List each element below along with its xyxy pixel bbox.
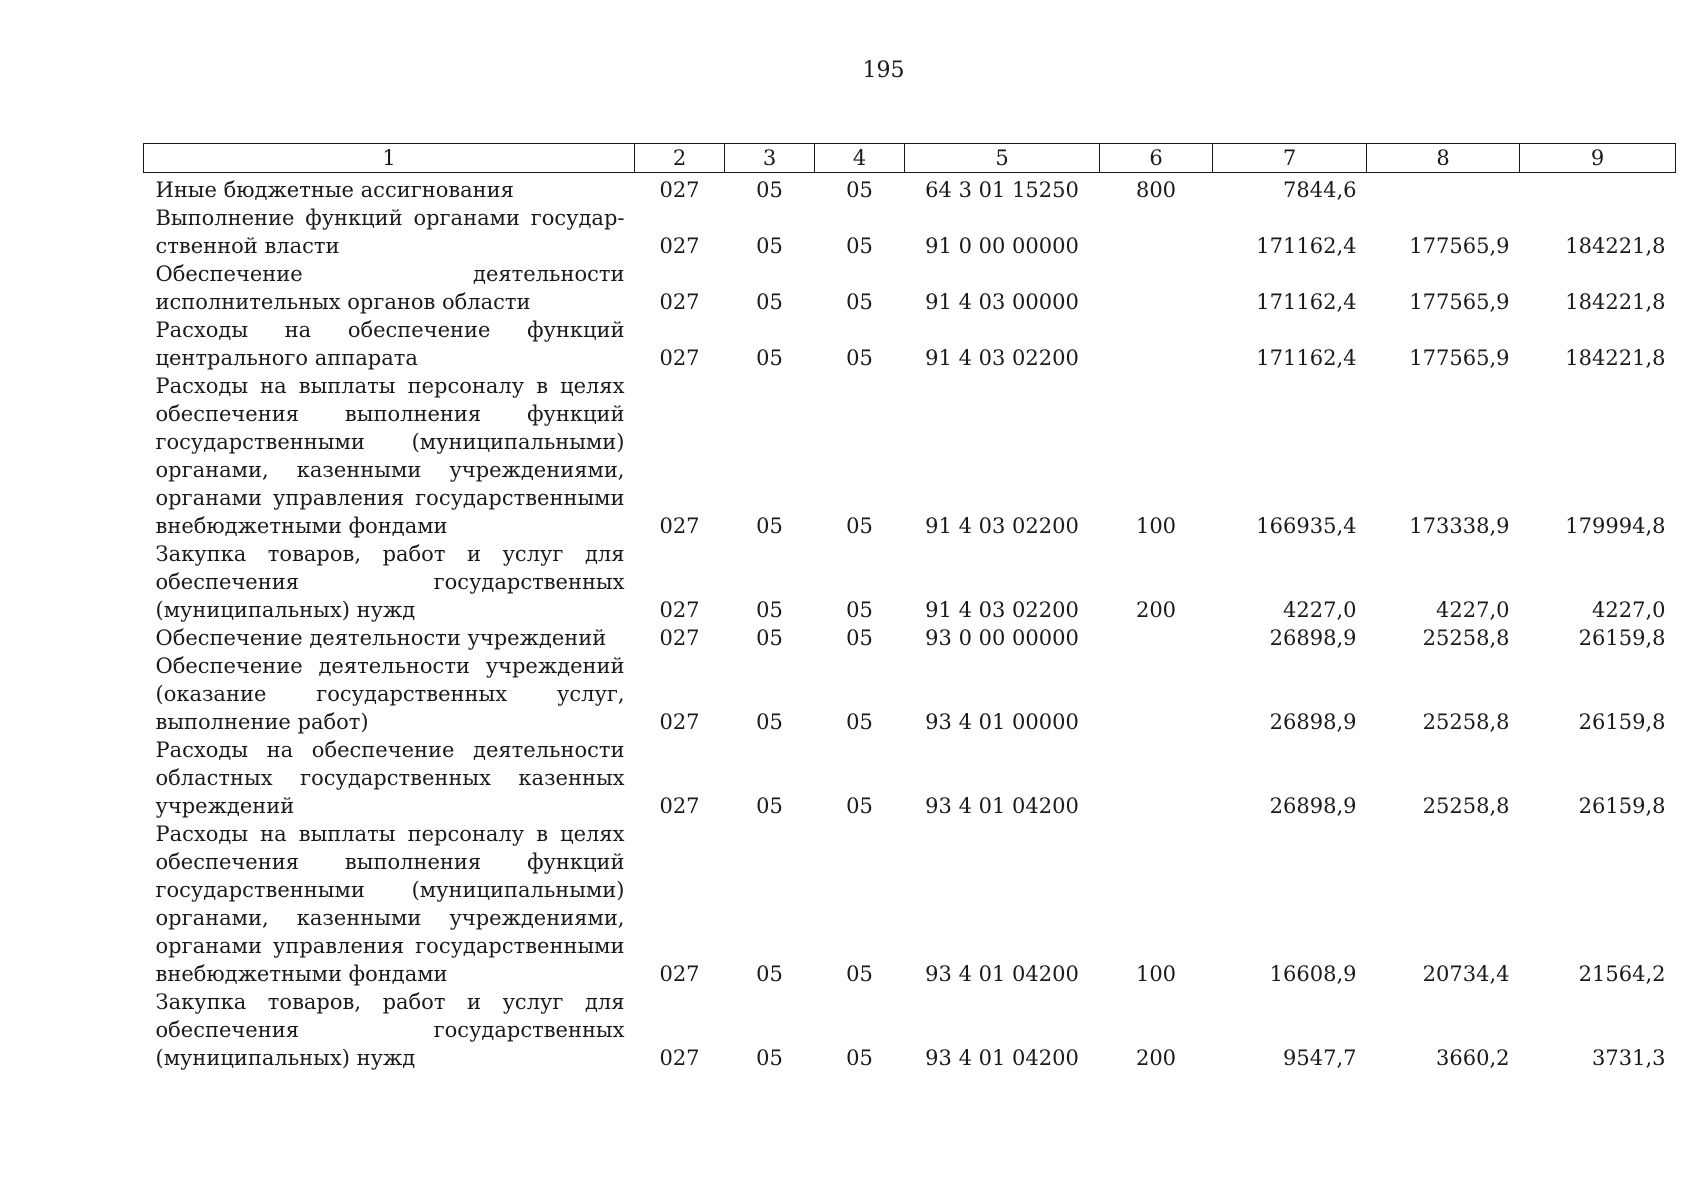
table-header-row: [144, 144, 1676, 173]
amount-col8-cell: [1367, 173, 1520, 205]
table-row: [144, 204, 1676, 260]
target-article-cell: 93 4 01 04200: [925, 962, 1079, 986]
target-article-cell: 91 4 03 02200: [925, 514, 1079, 538]
section-code-cell: 05: [756, 1046, 783, 1070]
amount-col9-cell: 21564,2: [1578, 962, 1666, 986]
admin-code-cell: 027: [659, 290, 700, 314]
amount-col9-cell: 3731,3: [1592, 1046, 1666, 1070]
section-code-cell: 05: [756, 626, 783, 650]
section-code-cell: 05: [756, 346, 783, 370]
amount-col8-cell: 177565,9: [1409, 234, 1510, 258]
column-header: 1: [144, 144, 635, 173]
table-row: [144, 820, 1676, 988]
table-row: [144, 652, 1676, 736]
section-code-cell: 05: [756, 290, 783, 314]
admin-code-cell: 027: [659, 178, 700, 202]
amount-col8-cell: 4227,0: [1436, 598, 1510, 622]
row-name-cell: Обеспечение деятельности учреждений (оказание государственных услуг, выполнение работ): [155, 654, 625, 734]
admin-code-cell: 027: [659, 1046, 700, 1070]
expense-type-cell: [1100, 624, 1213, 652]
table-row: [144, 540, 1676, 624]
subsection-code-cell: 05: [846, 626, 873, 650]
amount-col8-cell: 177565,9: [1409, 346, 1510, 370]
section-code-cell: 05: [756, 710, 783, 734]
expense-type-cell: [1100, 316, 1213, 372]
expense-type-cell: [1100, 204, 1213, 260]
row-name-cell: Расходы на обеспечение функций центрального аппарата: [155, 318, 625, 370]
target-article-cell: 93 4 01 04200: [925, 794, 1079, 818]
row-name-cell: Расходы на выплаты персоналу в целях обеспечения выполнения функций государственными (муниципальными) органами, казенными учреждениями, органами управления государственными внебюджетными фондами: [155, 374, 625, 538]
amount-col7-cell: 9547,7: [1283, 1046, 1357, 1070]
section-code-cell: 05: [756, 514, 783, 538]
expense-type-cell: 100: [1135, 514, 1177, 538]
subsection-code-cell: 05: [846, 794, 873, 818]
amount-col9-cell: 184221,8: [1565, 290, 1666, 314]
admin-code-cell: 027: [659, 626, 700, 650]
subsection-code-cell: 05: [846, 178, 873, 202]
page-number: 195: [862, 58, 905, 83]
subsection-code-cell: 05: [846, 710, 873, 734]
column-header: 7: [1213, 144, 1367, 173]
amount-col8-cell: 177565,9: [1409, 290, 1510, 314]
section-code-cell: 05: [756, 794, 783, 818]
amount-col8-cell: 3660,2: [1436, 1046, 1510, 1070]
table-row: [144, 736, 1676, 820]
amount-col8-cell: 25258,8: [1422, 710, 1510, 734]
amount-col9-cell: [1520, 173, 1676, 205]
column-header: 9: [1520, 144, 1676, 173]
amount-col7-cell: 7844,6: [1283, 178, 1357, 202]
target-article-cell: 93 0 00 00000: [925, 626, 1079, 650]
section-code-cell: 05: [756, 234, 783, 258]
amount-col9-cell: 179994,8: [1565, 514, 1666, 538]
subsection-code-cell: 05: [846, 514, 873, 538]
expense-type-cell: [1100, 260, 1213, 316]
amount-col9-cell: 184221,8: [1565, 346, 1666, 370]
admin-code-cell: 027: [659, 346, 700, 370]
admin-code-cell: 027: [659, 234, 700, 258]
target-article-cell: 91 0 00 00000: [925, 234, 1079, 258]
admin-code-cell: 027: [659, 514, 700, 538]
admin-code-cell: 027: [659, 710, 700, 734]
row-name-cell: Иные бюджетные ассигнования: [155, 178, 514, 202]
amount-col7-cell: 16608,9: [1269, 962, 1357, 986]
admin-code-cell: 027: [659, 598, 700, 622]
subsection-code-cell: 05: [846, 1046, 873, 1070]
admin-code-cell: 027: [659, 962, 700, 986]
table-row: [144, 988, 1676, 1072]
target-article-cell: 93 4 01 00000: [925, 710, 1079, 734]
section-code-cell: 05: [756, 178, 783, 202]
budget-table: [143, 143, 1676, 1072]
amount-col7-cell: 4227,0: [1283, 598, 1357, 622]
admin-code-cell: 027: [659, 794, 700, 818]
expense-type-cell: [1100, 736, 1213, 820]
amount-col8-cell: 20734,4: [1422, 962, 1510, 986]
subsection-code-cell: 05: [846, 962, 873, 986]
row-name-cell: Обеспечение деятельности учреждений: [155, 626, 607, 650]
amount-col8-cell: 25258,8: [1422, 626, 1510, 650]
section-code-cell: 05: [756, 962, 783, 986]
amount-col8-cell: 173338,9: [1409, 514, 1510, 538]
subsection-code-cell: 05: [846, 598, 873, 622]
column-header: 3: [725, 144, 815, 173]
amount-col9-cell: 26159,8: [1578, 710, 1666, 734]
table-body: [144, 173, 1676, 1073]
amount-col8-cell: 25258,8: [1422, 794, 1510, 818]
amount-col7-cell: 171162,4: [1256, 346, 1357, 370]
row-name-cell: Закупка товаров, работ и услуг для обеспечения государственных (муниципальных) нужд: [155, 990, 625, 1070]
subsection-code-cell: 05: [846, 234, 873, 258]
section-code-cell: 05: [756, 598, 783, 622]
expense-type-cell: 200: [1135, 1046, 1177, 1070]
expense-type-cell: 800: [1135, 178, 1177, 202]
row-name-cell: Обеспечение деятельности исполнительных органов области: [155, 262, 625, 314]
amount-col9-cell: 26159,8: [1578, 626, 1666, 650]
column-header: 4: [815, 144, 905, 173]
amount-col9-cell: 4227,0: [1592, 598, 1666, 622]
amount-col7-cell: 26898,9: [1269, 794, 1357, 818]
amount-col7-cell: 26898,9: [1269, 626, 1357, 650]
row-name-cell: Выполнение функций органами государственной власти: [155, 206, 625, 258]
row-name-cell: Расходы на выплаты персоналу в целях обеспечения выполнения функций государственными (муниципальными) органами, казенными учреждениями, органами управления государственными внебюджетными фондами: [155, 822, 625, 986]
column-header: 5: [905, 144, 1100, 173]
subsection-code-cell: 05: [846, 346, 873, 370]
table-row: [144, 372, 1676, 540]
amount-col7-cell: 171162,4: [1256, 234, 1357, 258]
target-article-cell: 91 4 03 02200: [925, 598, 1079, 622]
column-header: 6: [1100, 144, 1213, 173]
column-header: 8: [1367, 144, 1520, 173]
target-article-cell: 93 4 01 04200: [925, 1046, 1079, 1070]
target-article-cell: 91 4 03 00000: [925, 290, 1079, 314]
table-row: [144, 260, 1676, 316]
expense-type-cell: 100: [1135, 962, 1177, 986]
table-row: [144, 316, 1676, 372]
row-name-cell: Расходы на обеспечение деятельности областных государственных казенных учреждений: [155, 738, 625, 818]
expense-type-cell: [1100, 652, 1213, 736]
subsection-code-cell: 05: [846, 290, 873, 314]
row-name-cell: Закупка товаров, работ и услуг для обеспечения государственных (муниципальных) нужд: [155, 542, 625, 622]
expense-type-cell: 200: [1135, 598, 1177, 622]
amount-col9-cell: 184221,8: [1565, 234, 1666, 258]
table-row: [144, 173, 1676, 205]
amount-col7-cell: 171162,4: [1256, 290, 1357, 314]
amount-col9-cell: 26159,8: [1578, 794, 1666, 818]
target-article-cell: 91 4 03 02200: [925, 346, 1079, 370]
amount-col7-cell: 166935,4: [1256, 514, 1357, 538]
column-header: 2: [635, 144, 725, 173]
target-article-cell: 64 3 01 15250: [925, 178, 1079, 202]
amount-col7-cell: 26898,9: [1269, 710, 1357, 734]
table-row: [144, 624, 1676, 652]
